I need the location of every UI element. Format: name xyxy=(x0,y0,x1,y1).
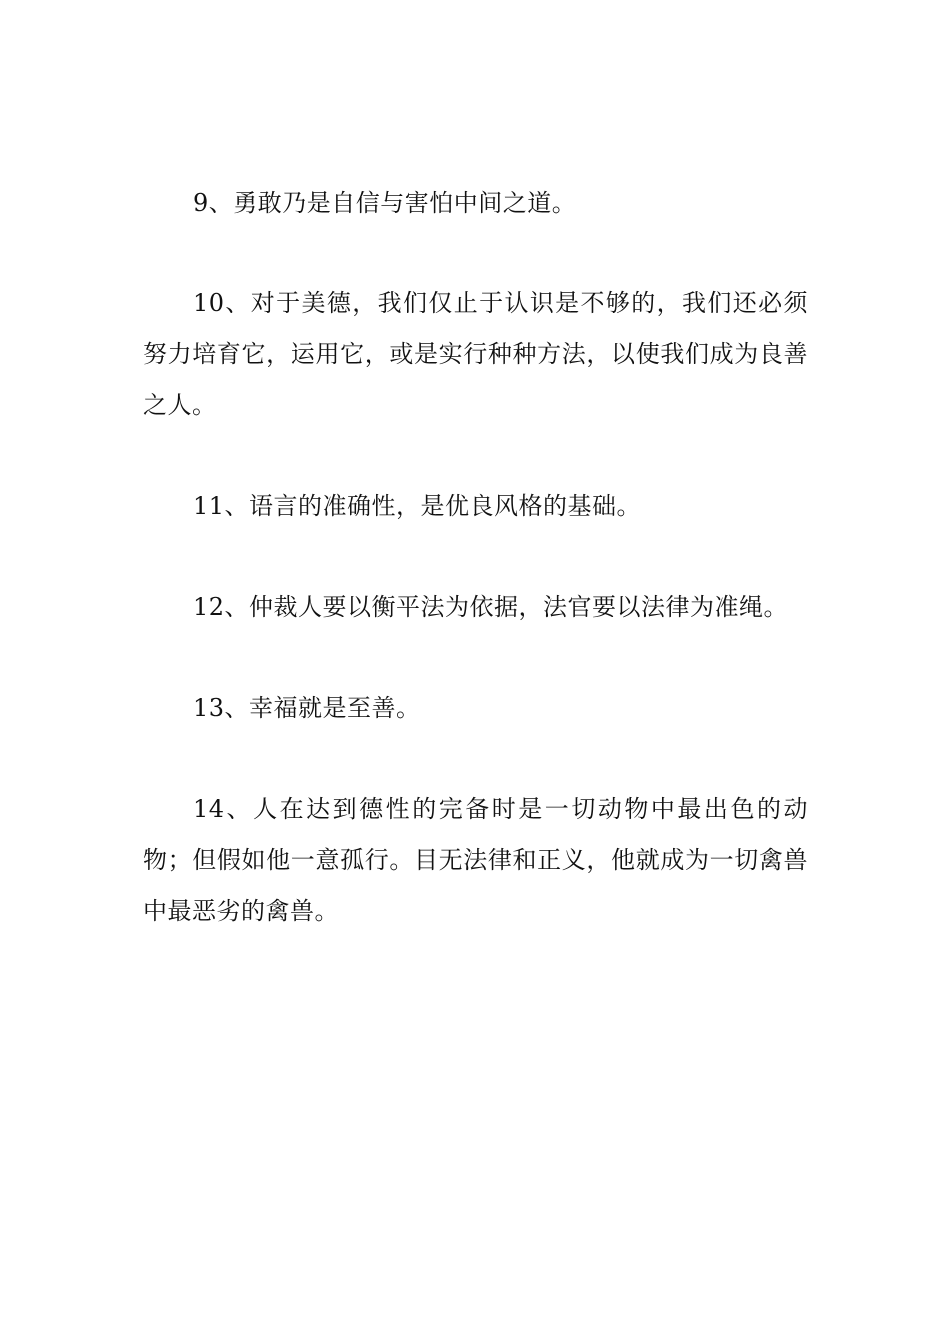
quote-paragraph-13: 13、幸福就是至善。 xyxy=(193,694,421,722)
document-body xyxy=(143,178,808,987)
quote-paragraph-10: 10、对于美德，我们仅止于认识是不够的，我们还必须努力培育它，运用它，或是实行种种方法，以使我们成为良善之人。 xyxy=(143,289,808,419)
quote-paragraph-9: 9、勇敢乃是自信与害怕中间之道。 xyxy=(193,189,577,217)
quote-paragraph-11: 11、语言的准确性，是优良风格的基础。 xyxy=(193,492,642,520)
quote-paragraph-14: 14、人在达到德性的完备时是一切动物中最出色的动物；但假如他一意孤行。目无法律和正义，他就成为一切禽兽中最恶劣的禽兽。 xyxy=(143,795,808,925)
quote-paragraph-12: 12、仲裁人要以衡平法为依据，法官要以法律为准绳。 xyxy=(193,593,789,621)
